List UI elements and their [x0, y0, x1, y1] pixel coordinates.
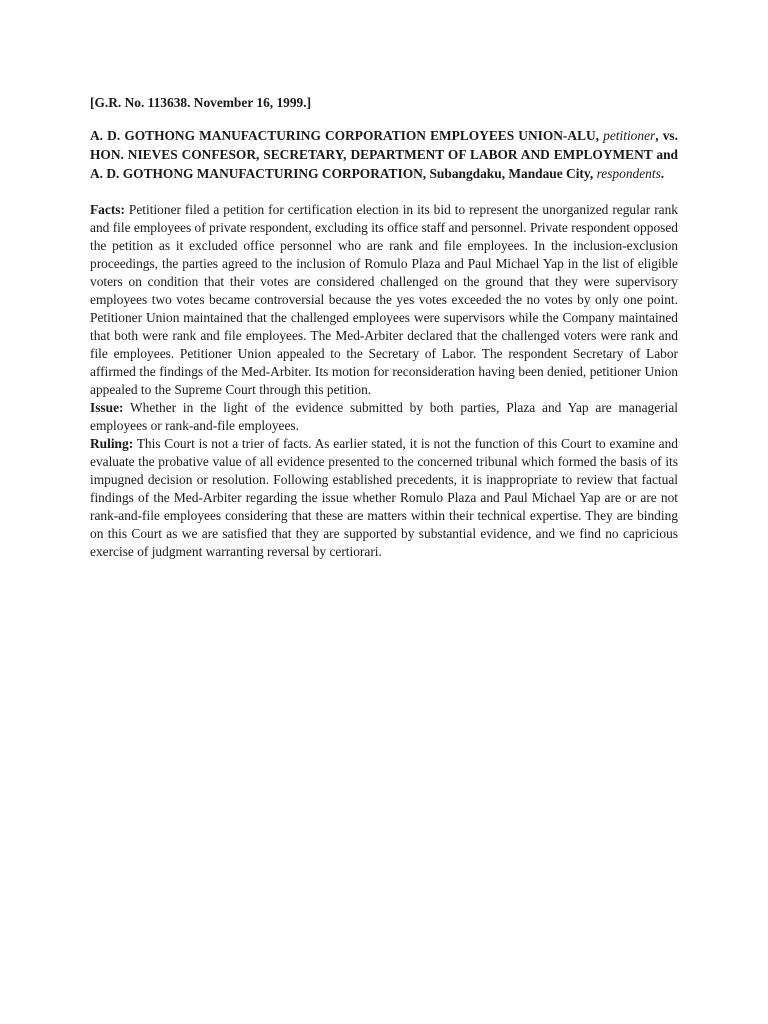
- facts-label: Facts:: [90, 202, 125, 217]
- ruling-label: Ruling:: [90, 436, 134, 451]
- document-page: [90, 94, 678, 561]
- title-end: .: [660, 166, 665, 181]
- facts-paragraph: [90, 201, 678, 399]
- case-title: [90, 126, 678, 183]
- ruling-paragraph: [90, 435, 678, 561]
- case-citation: [G.R. No. 113638. November 16, 1999.]: [90, 95, 312, 110]
- respondents-names: , vs. HON. NIEVES CONFESOR, SECRETARY, DEPARTMENT OF LABOR AND EMPLOYMENT and A. D. GOTHONG MANUFACTURING CORPORATION, Subangdaku, Mandaue City,: [90, 128, 678, 181]
- facts-text: Petitioner filed a petition for certification election in its bid to represent the unorganized regular rank and file employees of private respondent, excluding its office staff and personnel. Private respondent opposed the petition as it excluded office personnel who are rank and file employees. In the inclusion-exclusion proceedings, the parties agreed to the inclusion of Romulo Plaza and Paul Michael Yap in the list of eligible voters on condition that their votes are considered challenged on the ground that they were supervisory employees two votes became controversial because the yes votes exceeded the no votes by only one point. Petitioner Union maintained that the challenged employees were supervisors while the Company maintained that both were rank and file employees. The Med-Arbiter declared that the challenged voters were rank and file employees. Petitioner Union appealed to the Secretary of Labor. The respondent Secretary of Labor affirmed the findings of the Med-Arbiter. Its motion for reconsideration having been denied, petitioner Union appealed to the Supreme Court through this petition.: [90, 202, 678, 397]
- petitioner-role: petitioner: [603, 128, 656, 143]
- petitioner-name: A. D. GOTHONG MANUFACTURING CORPORATION EMPLOYEES UNION-ALU,: [90, 128, 600, 143]
- ruling-text: This Court is not a trier of facts. As earlier stated, it is not the function of this Court to examine and evaluate the probative value of all evidence presented to the concerned tribunal which formed the basis of its impugned decision or resolution. Following established precedents, it is inappropriate to review that factual findings of the Med-Arbiter regarding the issue whether Romulo Plaza and Paul Michael Yap are or are not rank-and-file employees considering that these are matters within their technical expertise. They are binding on this Court as we are satisfied that they are supported by substantial evidence, and we find no capricious exercise of judgment warranting reversal by certiorari.: [90, 436, 678, 559]
- issue-label: Issue:: [90, 400, 124, 415]
- respondents-role: respondents: [596, 166, 661, 181]
- issue-text: Whether in the light of the evidence submitted by both parties, Plaza and Yap are managerial employees or rank-and-file employees.: [90, 400, 678, 433]
- issue-paragraph: [90, 399, 678, 435]
